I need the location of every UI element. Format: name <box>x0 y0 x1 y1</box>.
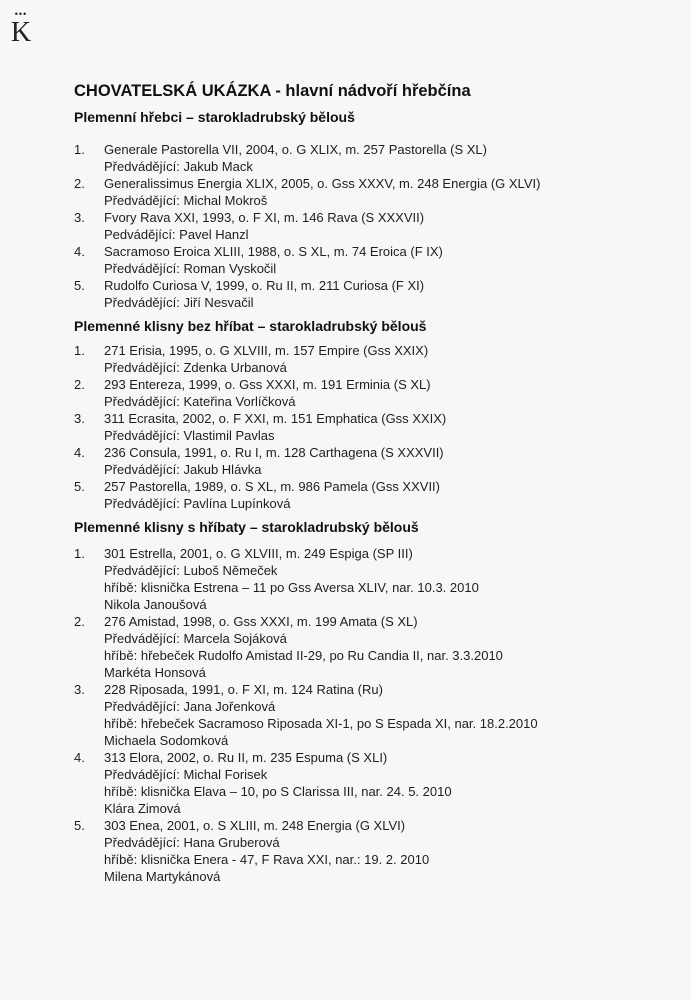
list-item <box>74 141 674 175</box>
item-number: 1. <box>74 546 85 561</box>
presenter-line: Předvádějící: Pavlína Lupínková <box>104 496 291 511</box>
list-item <box>74 478 674 512</box>
item-number: 3. <box>74 411 85 426</box>
horse-line: 228 Riposada, 1991, o. F XI, m. 124 Ratina (Ru) <box>104 682 383 697</box>
presenter-line: Předvádějící: Vlastimil Pavlas <box>104 428 275 443</box>
presenter-line: Předvádějící: Jana Jořenková <box>104 699 276 714</box>
presenter-line: Předvádějící: Jiří Nesvačil <box>104 295 254 310</box>
horse-line: Rudolfo Curiosa V, 1999, o. Ru II, m. 211 Curiosa (F XI) <box>104 278 425 293</box>
item-number: 4. <box>74 244 85 259</box>
document-title: CHOVATELSKÁ UKÁZKA - hlavní nádvoří hřebčína <box>74 82 471 100</box>
item-number: 5. <box>74 818 85 833</box>
list-item <box>74 277 674 311</box>
horse-line: 271 Erisia, 1995, o. G XLVIII, m. 157 Empire (Gss XXIX) <box>104 343 429 358</box>
presenter-line: Předvádějící: Zdenka Urbanová <box>104 360 287 375</box>
list-item <box>74 243 674 277</box>
item-number: 1. <box>74 343 85 358</box>
section-heading-mares-without-foals: Plemenné klisny bez hříbat – starokladrubský bělouš <box>74 318 427 334</box>
list-item <box>74 342 674 376</box>
presenter-line: Předvádějící: Luboš Němeček <box>104 563 278 578</box>
foal-line: hříbě: hřebeček Sacramoso Riposada XI-1, po S Espada XI, nar. 18.2.2010 <box>104 716 538 731</box>
horse-line: 301 Estrella, 2001, o. G XLVIII, m. 249 Espiga (SP III) <box>104 546 413 561</box>
logo-letter: K <box>10 17 32 48</box>
list-item <box>74 376 674 410</box>
logo-dots: ••• <box>14 9 28 19</box>
publisher-logo <box>8 10 34 47</box>
horse-line: 236 Consula, 1991, o. Ru I, m. 128 Carthagena (S XXXVII) <box>104 445 444 460</box>
horse-line: 276 Amistad, 1998, o. Gss XXXI, m. 199 Amata (S XL) <box>104 614 418 629</box>
list-item <box>74 209 674 243</box>
foal-presenter-line: Nikola Janoušová <box>104 597 207 612</box>
foal-line: hříbě: klisnička Enera - 47, F Rava XXI, nar.: 19. 2. 2010 <box>104 852 430 867</box>
item-number: 4. <box>74 445 85 460</box>
foal-line: hříbě: klisnička Estrena – 11 po Gss Aversa XLIV, nar. 10.3. 2010 <box>104 580 479 595</box>
document-page <box>74 80 674 885</box>
list-item <box>74 444 674 478</box>
foal-presenter-line: Milena Martykánová <box>104 869 221 884</box>
foal-presenter-line: Michaela Sodomková <box>104 733 229 748</box>
item-number: 3. <box>74 210 85 225</box>
horse-line: 313 Elora, 2002, o. Ru II, m. 235 Espuma (S XLI) <box>104 750 388 765</box>
section-heading-mares-with-foals: Plemenné klisny s hříbaty – starokladrubský bělouš <box>74 519 419 535</box>
horse-line: Sacramoso Eroica XLIII, 1988, o. S XL, m. 74 Eroica (F IX) <box>104 244 443 259</box>
horse-line: Fvory Rava XXI, 1993, o. F XI, m. 146 Rava (S XXXVII) <box>104 210 425 225</box>
presenter-line: Předvádějící: Michal Forisek <box>104 767 268 782</box>
list-item <box>74 410 674 444</box>
stallions-list <box>74 141 674 311</box>
item-number: 2. <box>74 377 85 392</box>
presenter-line: Pedvádějící: Pavel Hanzl <box>104 227 249 242</box>
presenter-line: Předvádějící: Roman Vyskočil <box>104 261 277 276</box>
presenter-line: Předvádějící: Michal Mokroš <box>104 193 268 208</box>
presenter-line: Předvádějící: Hana Gruberová <box>104 835 280 850</box>
mares-without-foals-list <box>74 342 674 512</box>
horse-line: 303 Enea, 2001, o. S XLIII, m. 248 Energia (G XLVI) <box>104 818 406 833</box>
list-item <box>74 613 674 681</box>
foal-presenter-line: Markéta Honsová <box>104 665 206 680</box>
list-item <box>74 175 674 209</box>
horse-line: Generalissimus Energia XLIX, 2005, o. Gss XXXV, m. 248 Energia (G XLVI) <box>104 176 541 191</box>
list-item <box>74 681 674 749</box>
item-number: 5. <box>74 479 85 494</box>
item-number: 5. <box>74 278 85 293</box>
presenter-line: Předvádějící: Jakub Mack <box>104 159 253 174</box>
horse-line: 257 Pastorella, 1989, o. S XL, m. 986 Pamela (Gss XXVII) <box>104 479 441 494</box>
presenter-line: Předvádějící: Marcela Sojáková <box>104 631 287 646</box>
presenter-line: Předvádějící: Kateřina Vorlíčková <box>104 394 296 409</box>
list-item <box>74 817 674 885</box>
section-heading-stallions: Plemenní hřebci – starokladrubský bělouš <box>74 109 355 125</box>
item-number: 1. <box>74 142 85 157</box>
list-item <box>74 749 674 817</box>
item-number: 4. <box>74 750 85 765</box>
foal-line: hříbě: klisnička Elava – 10, po S Clarissa III, nar. 24. 5. 2010 <box>104 784 452 799</box>
foal-presenter-line: Klára Zimová <box>104 801 181 816</box>
horse-line: Generale Pastorella VII, 2004, o. G XLIX, m. 257 Pastorella (S XL) <box>104 142 487 157</box>
presenter-line: Předvádějící: Jakub Hlávka <box>104 462 262 477</box>
item-number: 3. <box>74 682 85 697</box>
list-item <box>74 545 674 613</box>
mares-with-foals-list <box>74 545 674 885</box>
horse-line: 293 Entereza, 1999, o. Gss XXXI, m. 191 Erminia (S XL) <box>104 377 431 392</box>
item-number: 2. <box>74 614 85 629</box>
item-number: 2. <box>74 176 85 191</box>
horse-line: 311 Ecrasita, 2002, o. F XXI, m. 151 Emphatica (Gss XXIX) <box>104 411 447 426</box>
foal-line: hříbě: hřebeček Rudolfo Amistad II-29, po Ru Candia II, nar. 3.3.2010 <box>104 648 503 663</box>
